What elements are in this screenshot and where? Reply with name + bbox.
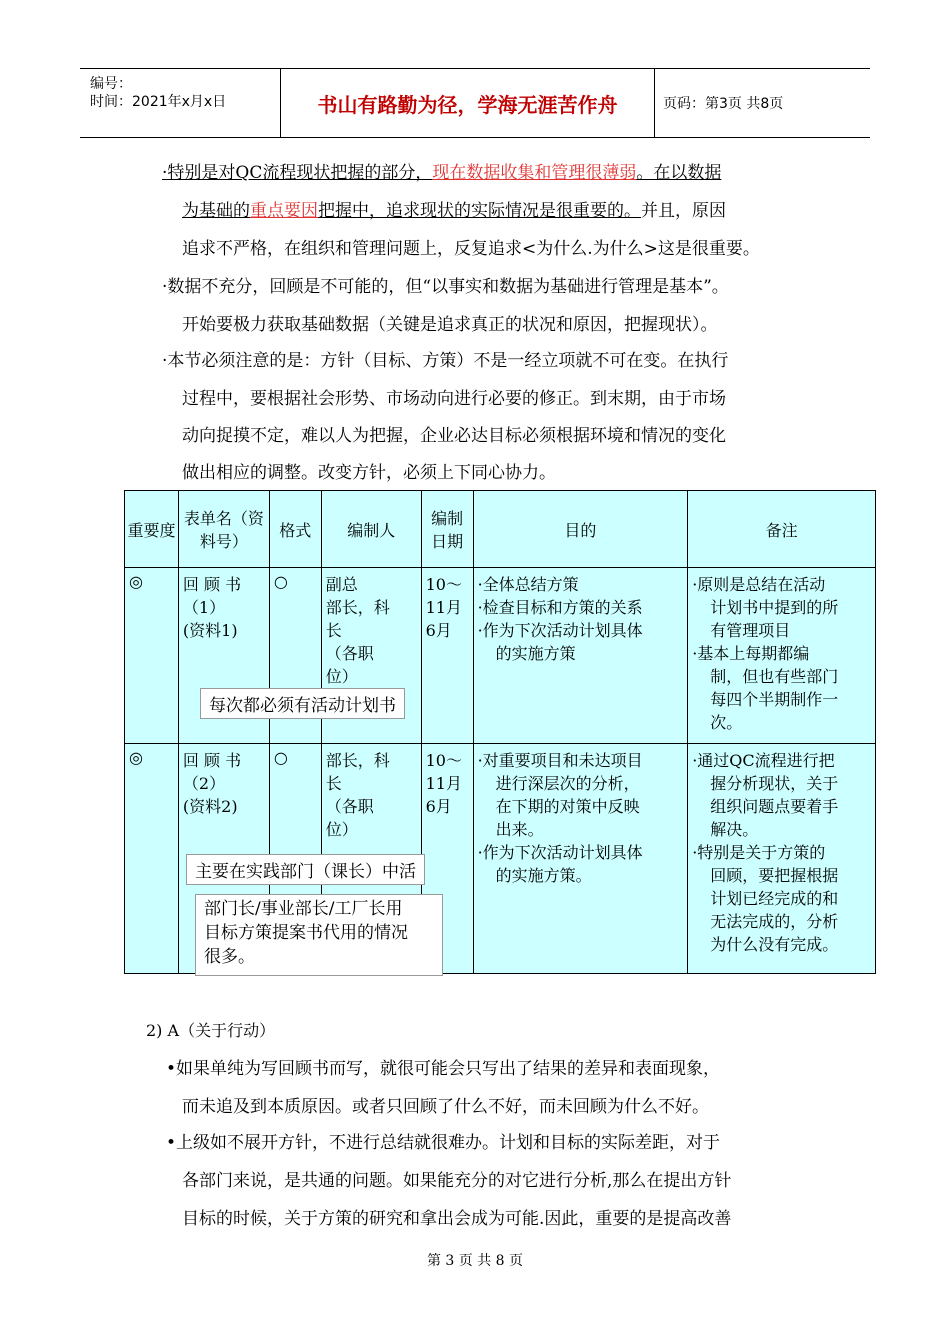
text-span: 为基础的: [182, 201, 250, 221]
cell-line: （各职: [325, 797, 374, 816]
importance-cell: ◎: [125, 744, 179, 974]
cell-line: 握分析现状，关于: [710, 774, 839, 793]
cell-line: 位）: [325, 820, 358, 839]
cell-line: 副总: [325, 575, 358, 594]
cell-line: 11月: [425, 774, 462, 793]
highlight-span: 重点要因: [250, 201, 318, 221]
cell-line: （2）: [182, 774, 226, 793]
format-cell: ○: [269, 744, 321, 974]
text-span: 。在以数据: [636, 163, 722, 183]
column-header: 编制人: [321, 491, 421, 568]
column-header: 编制日期: [421, 491, 473, 568]
bullet-line: •如果单纯为写回顾书而写，就很可能会只写出了结果的差异和表面现象，: [166, 1059, 721, 1079]
cell-line: 次。: [710, 713, 743, 732]
header-motto: 书山有路勤为径，学海无涯苦作舟: [280, 69, 655, 137]
cell-line: 10～: [425, 751, 462, 770]
cell-line: ·原则是总结在活动: [692, 575, 826, 594]
bullet-line: 各部门来说，是共通的问题。如果能充分的对它进行分析,那么在提出方针: [182, 1171, 732, 1191]
paragraph-line: 做出相应的调整。改变方针，必须上下同心协力。: [182, 463, 556, 483]
column-header: 目的: [473, 491, 688, 568]
cell-line: 位）: [325, 667, 358, 686]
paragraph-line: ·数据不充分，回顾是不可能的，但“以事实和数据为基础进行管理是基本”。: [162, 277, 729, 297]
paragraph-line: [162, 158, 721, 183]
table-header-row: [125, 491, 876, 568]
paragraph-line: [182, 196, 726, 221]
cell-line: 有管理项目: [710, 621, 791, 640]
page-number-label: 页码：第3页 共8页: [663, 96, 784, 112]
paragraph-line: 动向捉摸不定，难以人为把握，企业必达目标必须根据环境和情况的变化: [182, 426, 726, 446]
importance-cell: ◎: [125, 568, 179, 744]
note-line: 目标方策提案书代用的情况: [204, 923, 408, 943]
remark-cell: [688, 744, 876, 974]
cell-line: 组织问题点要着手: [710, 797, 839, 816]
cell-line: 部长，科: [325, 598, 390, 617]
section-title: 2) A（关于行动）: [146, 1021, 276, 1040]
note-dept-head: [195, 894, 443, 976]
bullet-line: •上级如不展开方针，不进行总结就很难办。计划和目标的实际差距，对于: [166, 1133, 721, 1153]
header-meta: [80, 69, 280, 137]
column-header: 重要度: [125, 491, 179, 568]
paragraph-line: 过程中，要根据社会形势、市场动向进行必要的修正。到末期，由于市场: [182, 389, 726, 409]
cell-line: (资料1): [182, 621, 238, 640]
cell-line: ·作为下次活动计划具体: [477, 621, 643, 640]
cell-line: 每四个半期制作一: [710, 690, 839, 709]
cell-line: 6月: [425, 621, 452, 640]
cell-line: 长: [325, 774, 342, 793]
purpose-cell: [473, 568, 688, 744]
note-line: 很多。: [204, 947, 255, 967]
cell-line: ·作为下次活动计划具体: [477, 843, 643, 862]
column-header: 备注: [688, 491, 876, 568]
note-line: 部门长/事业部长/工厂长用: [204, 899, 403, 919]
cell-line: 回 顾 书: [182, 575, 242, 594]
cell-line: 11月: [425, 598, 462, 617]
cell-line: （各职: [325, 644, 374, 663]
cell-line: 在下期的对策中反映: [495, 797, 640, 816]
cell-line: ·全体总结方策: [477, 575, 579, 594]
cell-line: 部长，科: [325, 751, 390, 770]
bullet-line: 目标的时候，关于方策的研究和拿出会成为可能.因此，重要的是提高改善: [182, 1209, 732, 1229]
cell-line: 制，但也有些部门: [710, 667, 839, 686]
column-header: 表单名（资料号）: [178, 491, 269, 568]
cell-line: (资料2): [182, 797, 238, 816]
cell-line: 无法完成的，分析: [710, 912, 839, 931]
cell-line: ·对重要项目和未达项目: [477, 751, 643, 770]
column-header: 格式: [269, 491, 321, 568]
cell-line: 10～: [425, 575, 462, 594]
cell-line: ·检查目标和方策的关系: [477, 598, 643, 617]
cell-line: 为什么没有完成。: [710, 935, 839, 954]
note-activity-plan: 每次都必须有活动计划书: [200, 688, 405, 719]
paragraph-line: 开始要极力获取基础数据（关键是追求真正的状况和原因，把握现状）。: [182, 315, 718, 335]
page-footer: 第 3 页 共 8 页: [426, 1253, 524, 1269]
cell-line: 回 顾 书: [182, 751, 242, 770]
cell-line: 长: [325, 621, 342, 640]
bullet-line: 而未追及到本质原因。或者只回顾了什么不好，而未回顾为什么不好。: [182, 1097, 709, 1117]
paragraph-line: ·本节必须注意的是：方针（目标、方策）不是一经立项就不可在变。在执行: [162, 351, 729, 371]
cell-line: 6月: [425, 797, 452, 816]
cell-line: 回顾，要把握根据: [710, 866, 839, 885]
highlight-span: 现在数据收集和管理很薄弱: [432, 163, 637, 183]
text-span: 把握中，追求现状的实际情况是很重要的。: [318, 201, 641, 221]
purpose-cell: [473, 744, 688, 974]
text-span: ·特别是对QC流程现状把握的部分，: [162, 163, 433, 183]
cell-line: ·基本上每期都编: [692, 644, 810, 663]
format-cell: ○: [269, 568, 321, 744]
text-span: 并且，原因: [641, 201, 726, 221]
remark-cell: [688, 568, 876, 744]
cell-line: 的实施方策: [495, 644, 576, 663]
page-header: [80, 68, 870, 138]
cell-line: 计划书中提到的所: [710, 598, 839, 617]
cell-line: 解决。: [710, 820, 759, 839]
cell-line: （1）: [182, 598, 226, 617]
date-cell: [421, 568, 473, 744]
cell-line: 的实施方策。: [495, 866, 592, 885]
note-practice-dept: 主要在实践部门（课长）中活: [186, 854, 425, 885]
number-label: 编号：: [90, 76, 132, 92]
time-label: 时间：2021年x月x日: [90, 94, 227, 110]
cell-line: ·特别是关于方策的: [692, 843, 826, 862]
cell-line: 出来。: [495, 820, 544, 839]
cell-line: 计划已经完成的和: [710, 889, 839, 908]
cell-line: ·通过QC流程进行把: [692, 751, 835, 770]
paragraph-line: 追求不严格，在组织和管理问题上，反复追求<为什么.为什么>这是很重要。: [182, 239, 760, 259]
cell-line: 进行深层次的分析，: [495, 774, 640, 793]
